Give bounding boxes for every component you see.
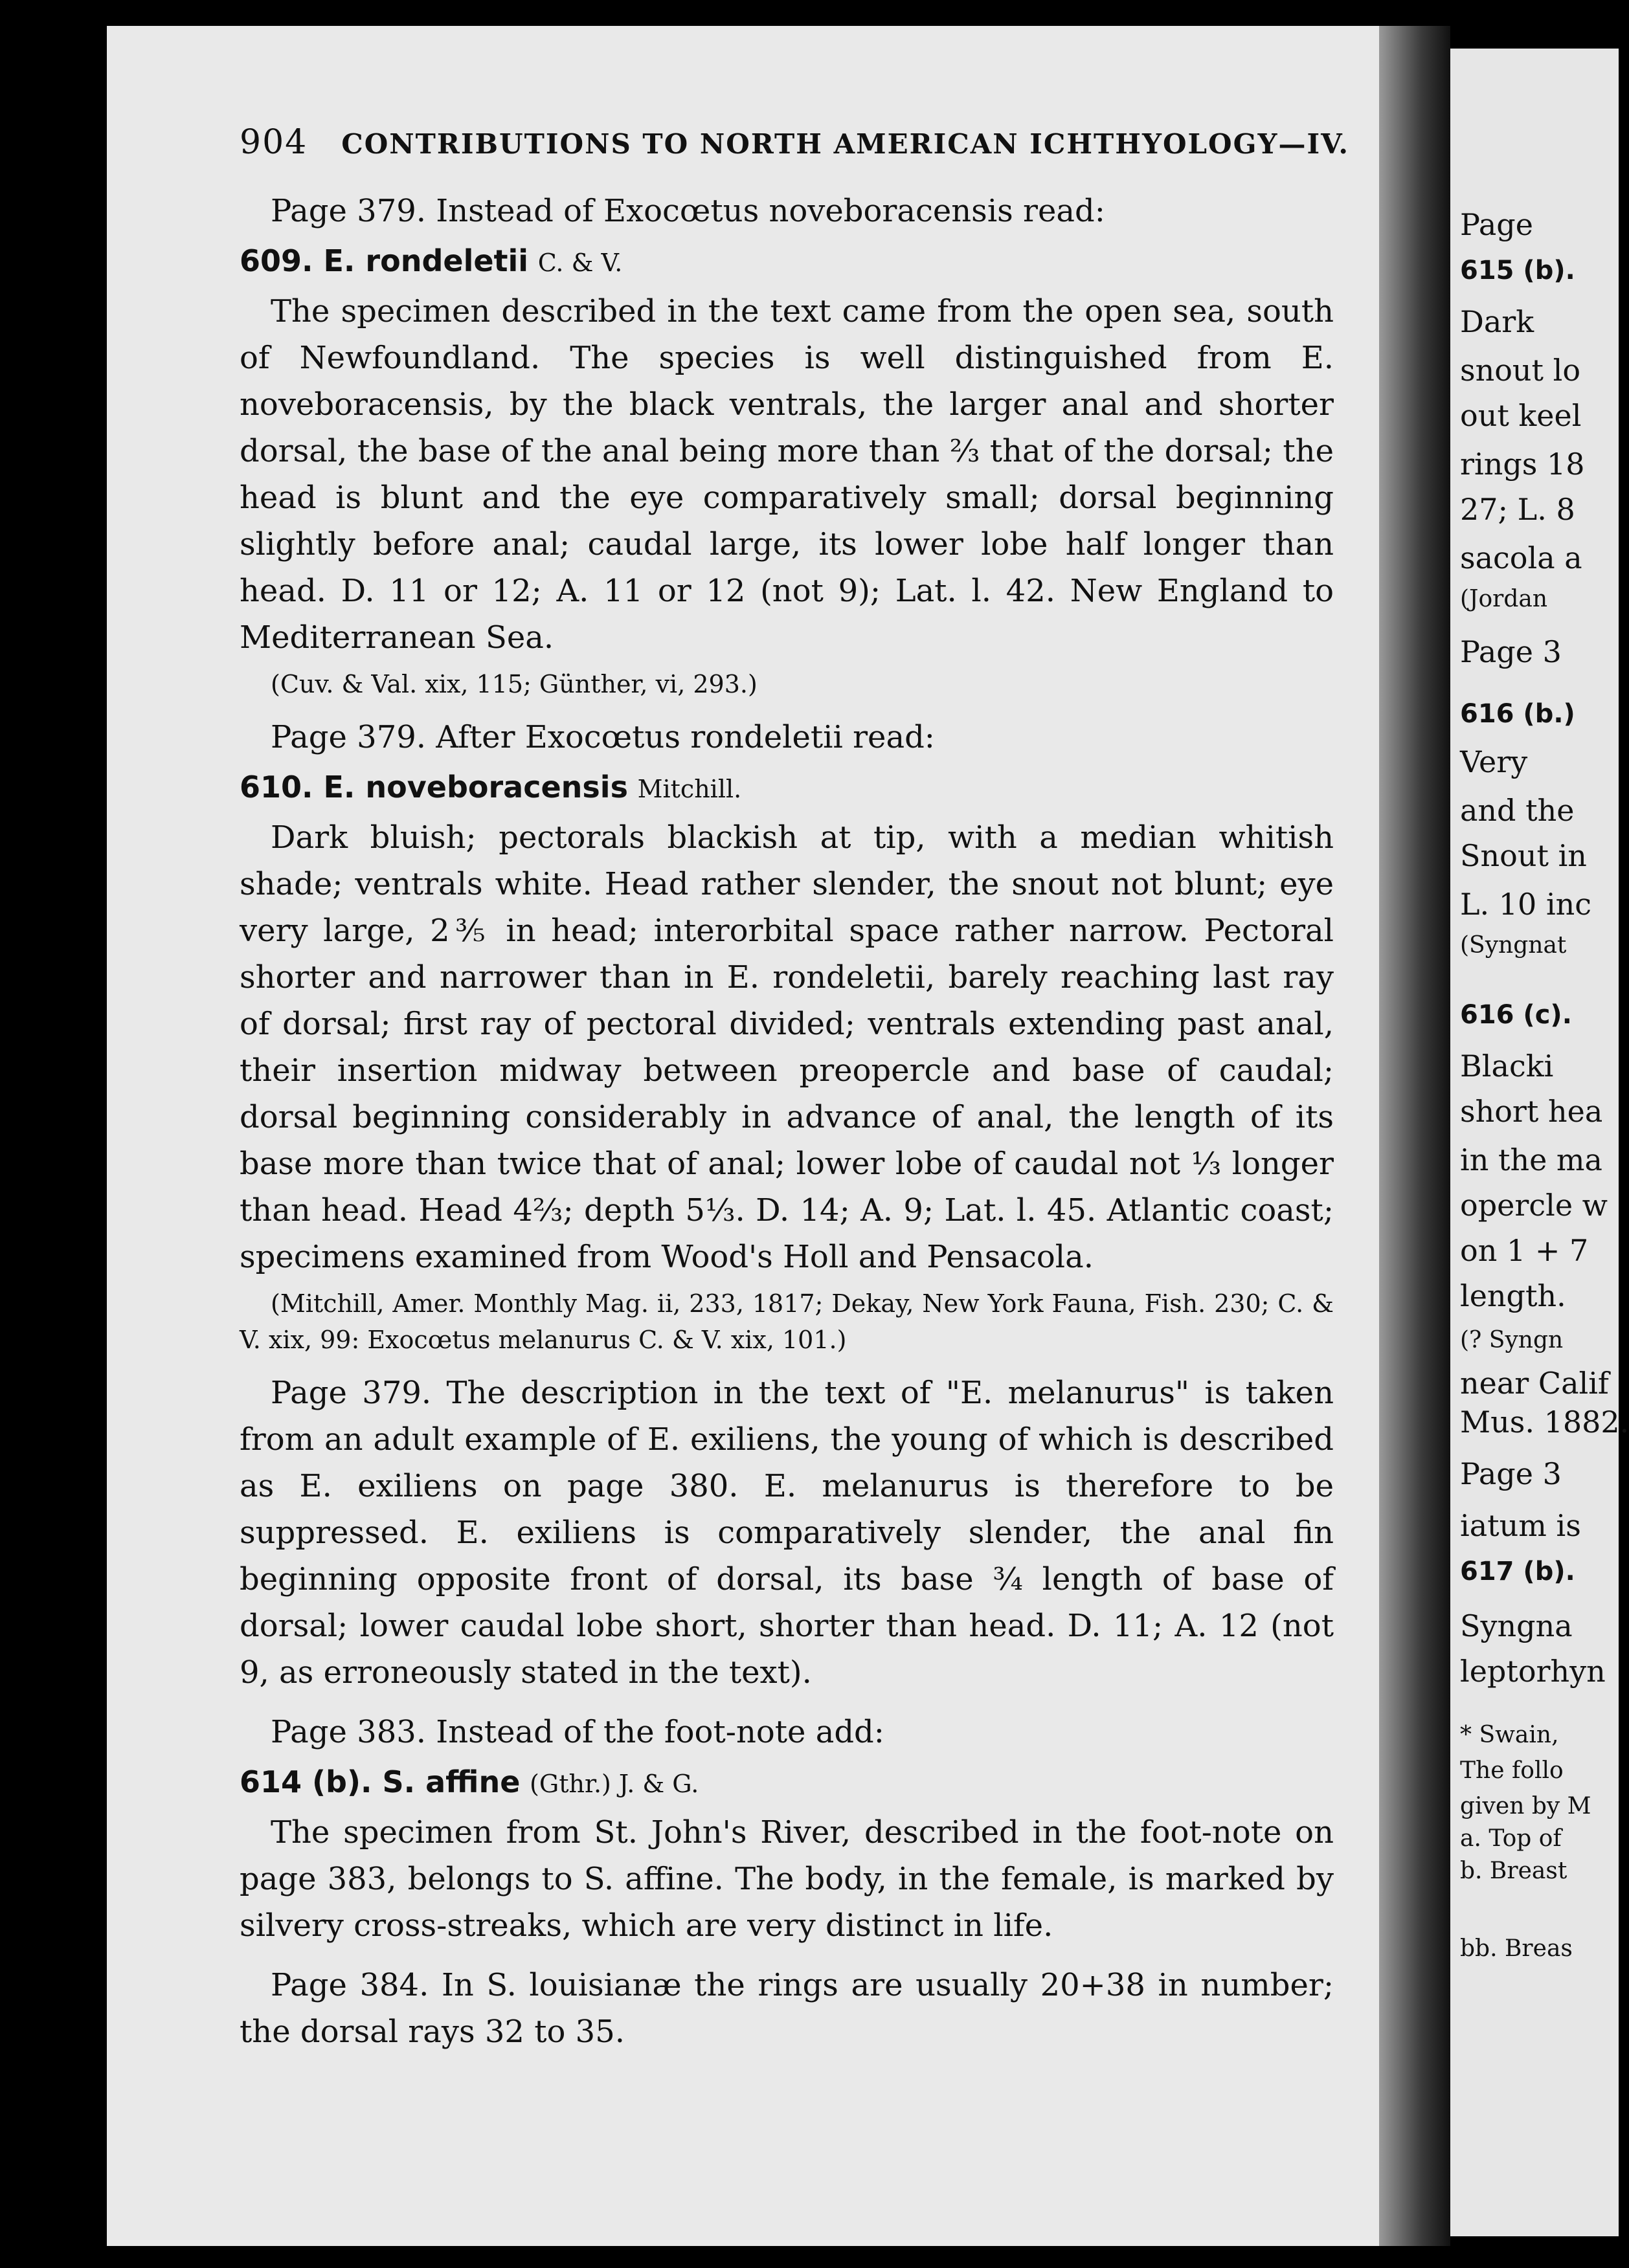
species-heading bbox=[240, 764, 1334, 812]
right-page-line: 617 (b). bbox=[1460, 1557, 1575, 1586]
correction-paragraph: Page 384. In S. louisianæ the rings are usually 20+38 in number; the dorsal rays 32 to 35. bbox=[240, 1967, 1334, 2050]
right-page-line: Very bbox=[1460, 744, 1528, 779]
species-authority: Mitchill. bbox=[637, 775, 742, 803]
right-page-line: opercle w bbox=[1460, 1188, 1608, 1223]
page-body bbox=[240, 123, 1350, 2055]
species-name: 610. E. noveboracensis bbox=[240, 770, 628, 805]
right-page-line: a. Top of bbox=[1460, 1825, 1562, 1852]
species-heading bbox=[240, 238, 1334, 285]
right-page-line: 615 (b). bbox=[1460, 256, 1575, 285]
right-page-line: on 1 + 7 bbox=[1460, 1233, 1589, 1268]
right-page-line: Page 3 bbox=[1460, 1456, 1562, 1491]
right-page-line: and the bbox=[1460, 793, 1575, 828]
correction-note: Page 379. After Exocœtus rondeletii read: bbox=[271, 719, 935, 755]
species-description: The specimen described in the text came from the open sea, south of Newfoundland. The species is well distinguished from E. noveboracensis, by the black ventrals, the larger anal and shorter dorsal, the base of the anal being more than ⅔ that of the dorsal; the head is blunt and the eye comparatively small; dorsal beginning slightly before anal; caudal large, its lower lobe half longer than head. D. 11 or 12; A. 11 or 12 (not 9); Lat. l. 42. New England to Mediterranean Sea. bbox=[240, 293, 1334, 656]
right-page-line: (Syngnat bbox=[1460, 932, 1567, 959]
right-page-line: leptorhyn bbox=[1460, 1654, 1606, 1689]
right-page-line: 616 (c). bbox=[1460, 1000, 1572, 1030]
running-title: CONTRIBUTIONS TO NORTH AMERICAN ICHTHYOLOGY—IV. bbox=[341, 128, 1350, 160]
right-page-line: Syngna bbox=[1460, 1608, 1573, 1643]
right-page-line: 27; L. 8 bbox=[1460, 492, 1575, 527]
right-page-line: (? Syngn bbox=[1460, 1327, 1564, 1353]
right-page-line: The follo bbox=[1460, 1757, 1564, 1784]
right-page-line: Page bbox=[1460, 207, 1533, 242]
right-page-line: bb. Breas bbox=[1460, 1935, 1573, 1962]
right-page-line: given by M bbox=[1460, 1793, 1591, 1819]
right-page-line: Page 3 bbox=[1460, 634, 1562, 669]
right-page-line: sacola a bbox=[1460, 540, 1582, 575]
species-authority: C. & V. bbox=[537, 249, 623, 277]
correction-note: Page 383. Instead of the foot-note add: bbox=[271, 1714, 884, 1750]
species-name: 609. E. rondeletii bbox=[240, 243, 529, 278]
running-header bbox=[240, 123, 1350, 162]
right-page-line: Snout in bbox=[1460, 838, 1587, 873]
right-page-line: Dark bbox=[1460, 304, 1534, 339]
species-description: Dark bluish; pectorals blackish at tip, with a median whitish shade; ventrals white. Head rather slender, the snout not blunt; eye very large, 2⅗ in head; interorbital space rather narrow. Pectoral shorter and narrower than in E. rondeletii, barely reaching last ray of dorsal; first ray of pectoral divided; ventrals extending past anal, their insertion midway between preopercle and base of caudal; dorsal beginning considerably in advance of anal, the length of its base more than twice that of anal; lower lobe of caudal not ⅓ longer than head. Head 4⅔; depth 5⅓. D. 14; A. 9; Lat. l. 45. Atlantic coast; specimens examined from Wood's Holl and Pensacola. bbox=[240, 819, 1334, 1275]
correction-note: Page 379. Instead of Exocœtus noveboracensis read: bbox=[271, 193, 1105, 229]
right-page-line: rings 18 bbox=[1460, 447, 1585, 482]
reference: (Cuv. & Val. xix, 115; Günther, vi, 293.) bbox=[271, 670, 758, 698]
species-authority: (Gthr.) J. & G. bbox=[530, 1770, 699, 1798]
right-page-line: Mus. 1882. bbox=[1460, 1405, 1629, 1440]
right-page-line: b. Breast bbox=[1460, 1858, 1567, 1884]
species-name: 614 (b). S. affine bbox=[240, 1764, 521, 1799]
right-page-line: short hea bbox=[1460, 1094, 1603, 1129]
right-page-line: Blacki bbox=[1460, 1049, 1554, 1084]
species-heading bbox=[240, 1759, 1334, 1807]
right-page-line: out keel bbox=[1460, 398, 1582, 433]
right-page-line: iatum is bbox=[1460, 1508, 1581, 1543]
right-page-line: snout lo bbox=[1460, 353, 1581, 388]
right-page-line: L. 10 inc bbox=[1460, 887, 1592, 922]
book-spine bbox=[1379, 26, 1450, 2246]
correction-paragraph: Page 379. The description in the text of "E. melanurus" is taken from an adult example of E. exiliens, the young of which is described as E. exiliens on page 380. E. melanurus is therefore to be suppressed. E. exiliens is comparatively slender, the anal fin beginning opposite front of dorsal, its base ¾ length of base of dorsal; lower caudal lobe short, shorter than head. D. 11; A. 12 (not 9, as erroneously stated in the text). bbox=[240, 1375, 1334, 1691]
right-page-line: length. bbox=[1460, 1278, 1566, 1313]
right-page-line: in the ma bbox=[1460, 1142, 1602, 1177]
species-description: The specimen from St. John's River, described in the foot-note on page 383, belongs to S. affine. The body, in the female, is marked by silvery cross-streaks, which are very distinct in life. bbox=[240, 1814, 1334, 1944]
right-page-line: near Calif bbox=[1460, 1366, 1609, 1401]
page-number: 904 bbox=[240, 123, 308, 162]
right-page-line: (Jordan bbox=[1460, 586, 1548, 612]
right-page-line: 616 (b.) bbox=[1460, 699, 1575, 729]
reference: (Mitchill, Amer. Monthly Mag. ii, 233, 1817; Dekay, New York Fauna, Fish. 230; C. & V. xix, 99: Exocœtus melanurus C. & V. xix, 101.) bbox=[240, 1289, 1334, 1354]
right-page-line: * Swain, bbox=[1460, 1722, 1559, 1748]
